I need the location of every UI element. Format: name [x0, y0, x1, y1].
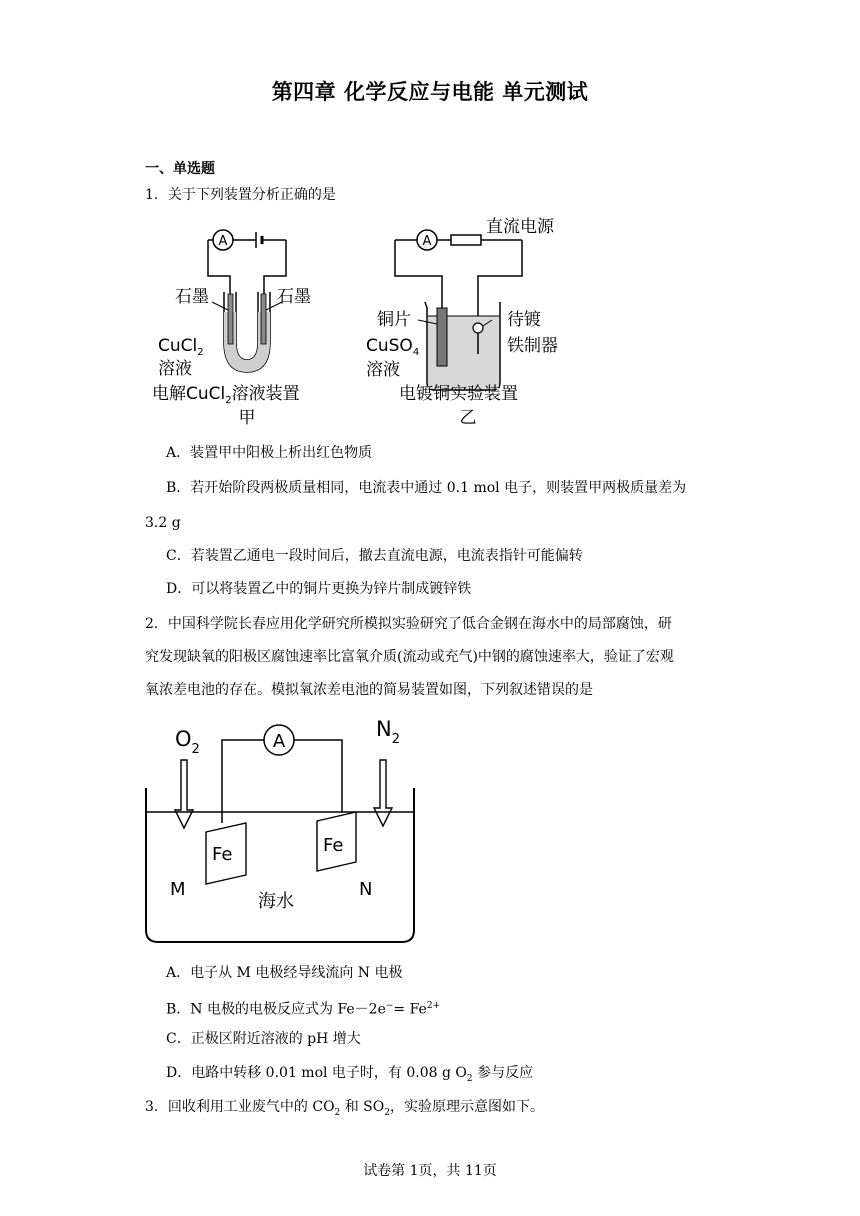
q2-stem-1: 2．中国科学院长春应用化学研究所模拟实验研究了低合金钢在海水中的局部腐蚀，研 — [145, 616, 672, 632]
iron-item — [473, 323, 483, 333]
graphite-electrode — [261, 294, 266, 344]
cuso4-label: CuSO$_4$ — [366, 336, 420, 358]
q2-option-c: C．正极区附近溶液的 pH 增大 — [166, 1031, 361, 1047]
seawater-label: 海水 — [258, 891, 294, 912]
iron-item-label-2: 铁制器 — [507, 336, 558, 356]
o2-arrow-icon — [175, 760, 193, 828]
copper-label: 铜片 — [377, 310, 411, 330]
graphite-electrode — [228, 294, 233, 344]
device-yi — [366, 217, 558, 428]
caption-jia: 电解CuCl$_2$溶液装置 — [152, 384, 300, 406]
section-heading: 一、单选题 — [145, 161, 215, 177]
page-title: 第四章 化学反应与电能 单元测试 — [271, 80, 589, 104]
q2-stem-3: 氧浓差电池的存在。模拟氧浓差电池的简易装置如图，下列叙述错误的是 — [145, 682, 593, 698]
caption-jia-name: 甲 — [238, 408, 256, 428]
fe-left-label: Fe — [212, 844, 233, 865]
q3-stem: 3．回收利用工业废气中的 $CO_2$ 和 $SO_2$，实验原理示意图如下。 — [145, 1099, 544, 1118]
q1-stem: 1．关于下列装置分析正确的是 — [145, 187, 336, 203]
cuso4-label-2: 溶液 — [366, 360, 400, 380]
q2-option-d: D．电路中转移 0.01 mol 电子时，有 0.08 g $O_2$ 参与反应 — [166, 1065, 534, 1084]
iron-item-label: 待镀 — [507, 310, 541, 330]
ammeter-label: A — [422, 234, 432, 249]
solution-label: CuCl$_2$ — [158, 336, 204, 358]
q2-stem-2: 究发现缺氧的阳极区腐蚀速率比富氧介质(流动或充气)中钢的腐蚀速率大，验证了宏观 — [145, 649, 674, 665]
q1-option-d: D．可以将装置乙中的铜片更换为锌片制成镀锌铁 — [166, 581, 472, 597]
caption-yi: 电镀铜实验装置 — [399, 384, 518, 404]
n2-label: $N_2$ — [376, 717, 400, 747]
graphite-label-right: 石墨 — [277, 287, 311, 307]
q1-option-b: B．若开始阶段两极质量相同，电流表中通过 0.1 mol 电子，则装置甲两极质量差为 — [166, 480, 687, 496]
q1-option-a: A．装置甲中阳极上析出红色物质 — [166, 445, 373, 461]
n-label: N — [359, 879, 373, 900]
m-label: M — [170, 879, 186, 900]
n2-arrow-icon — [374, 760, 392, 826]
q1-option-b-cont: 3.2 g — [145, 515, 181, 531]
fe-right-label: Fe — [323, 835, 344, 856]
page-footer: 试卷第 1页，共 11页 — [363, 1163, 497, 1179]
ammeter-label: A — [272, 731, 286, 752]
copper-plate — [437, 308, 447, 366]
graphite-label-left: 石墨 — [175, 287, 209, 307]
caption-yi-name: 乙 — [459, 408, 477, 428]
q2-option-a: A．电子从 M 电极经导线流向 N 电极 — [166, 965, 403, 981]
q1-figure — [150, 212, 590, 432]
dc-source-label: 直流电源 — [486, 217, 554, 237]
resistor-icon — [451, 235, 481, 245]
device-jia — [152, 230, 311, 428]
q1-option-c: C．若装置乙通电一段时间后，撤去直流电源，电流表指针可能偏转 — [166, 548, 583, 564]
o2-label: $O_2$ — [175, 727, 200, 757]
solution-label-2: 溶液 — [158, 359, 192, 379]
q2-figure — [140, 712, 430, 950]
ammeter-label: A — [218, 234, 228, 249]
q2-option-b: B．N 电极的电极反应式为 $Fe-2e^-= Fe^{2+}$ — [166, 1001, 441, 1018]
